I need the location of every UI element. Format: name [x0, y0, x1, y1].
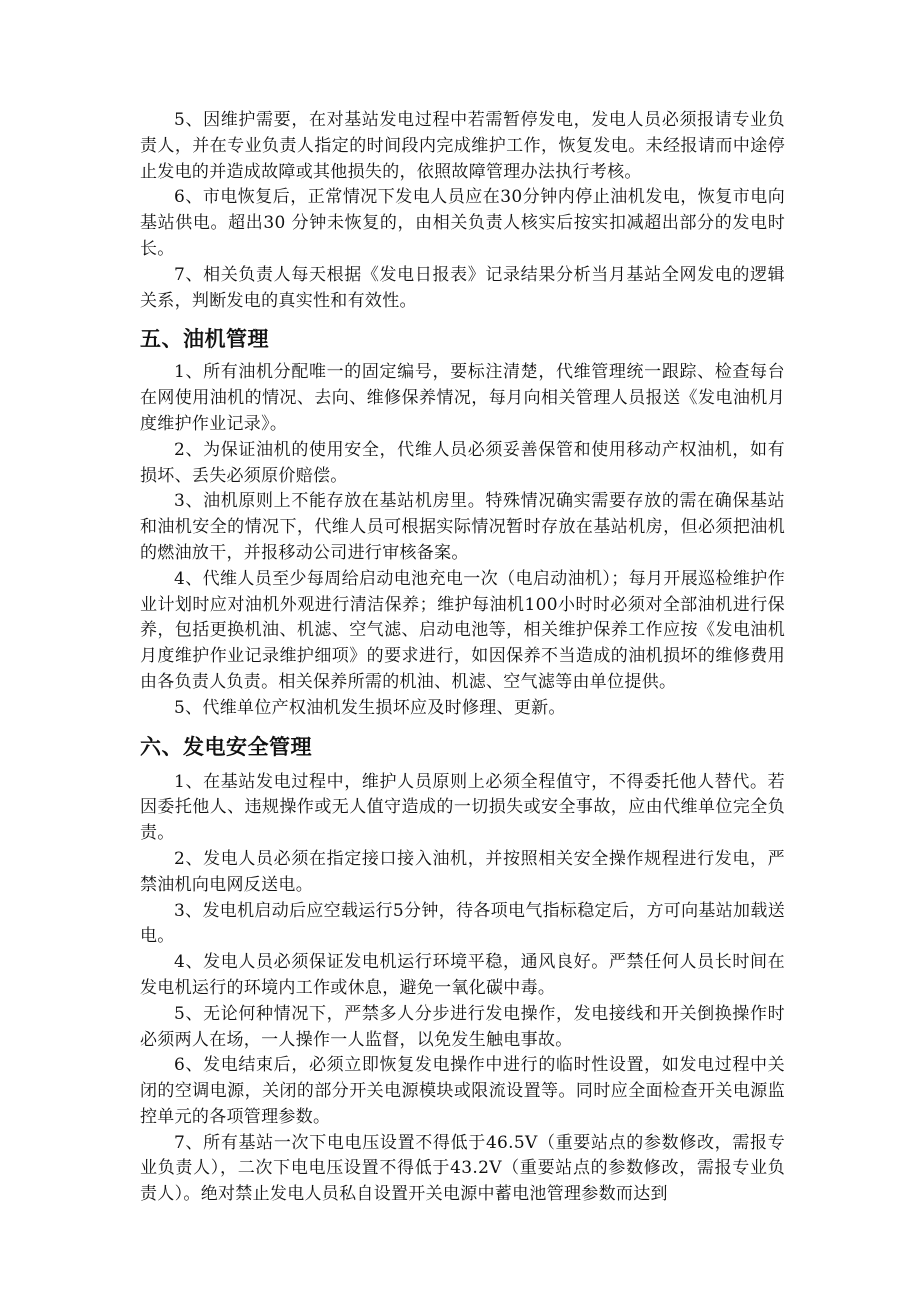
paragraph: 7、所有基站一次下电电压设置不得低于46.5V（重要站点的参数修改，需报专业负责人），二次下电电压设置不得低于43.2V（重要站点的参数修改，需报专业负责人）。绝对禁止发电人员私自设置开关电源中蓄电池管理参数而达到 — [140, 1132, 785, 1205]
paragraph: 1、在基站发电过程中，维护人员原则上必须全程值守，不得委托他人替代。若因委托他人、违规操作或无人值守造成的一切损失或安全事故，应由代维单位完全负责。 — [140, 771, 785, 844]
paragraph: 5、因维护需要，在对基站发电过程中若需暂停发电，发电人员必须报请专业负责人，并在专业负责人指定的时间段内完成维护工作，恢复发电。未经报请而中途停止发电的并造成故障或其他损失的，依照故障管理办法执行考核。 — [140, 110, 785, 182]
paragraph: 1、所有油机分配唯一的固定编号，要标注清楚，代维管理统一跟踪、检查每台在网使用油机的情况、去向、维修保养情况，每月向相关管理人员报送《发电油机月度维护作业记录》。 — [140, 362, 785, 434]
paragraph: 3、油机原则上不能存放在基站机房里。特殊情况确实需要存放的需在确保基站和油机安全的情况下，代维人员可根据实际情况暂时存放在基站机房，但必须把油机的燃油放干，并报移动公司进行审核备案。 — [140, 491, 785, 563]
paragraph: 5、无论何种情况下，严禁多人分步进行发电操作，发电接线和开关倒换操作时必须两人在场，一人操作一人监督，以免发生触电事故。 — [140, 1003, 785, 1050]
paragraph: 6、市电恢复后，正常情况下发电人员应在30分钟内停止油机发电，恢复市电向基站供电。超出30 分钟未恢复的，由相关负责人核实后按实扣减超出部分的发电时长。 — [140, 187, 785, 259]
paragraph: 2、为保证油机的使用安全，代维人员必须妥善保管和使用移动产权油机，如有损坏、丢失必须原价赔偿。 — [140, 439, 785, 486]
document-page — [140, 108, 785, 1208]
paragraph: 7、相关负责人每天根据《发电日报表》记录结果分析当月基站全网发电的逻辑关系，判断发电的真实性和有效性。 — [140, 264, 785, 311]
paragraph: 3、发电机启动后应空载运行5分钟，待各项电气指标稳定后，方可向基站加载送电。 — [140, 900, 785, 947]
paragraph: 6、发电结束后，必须立即恢复发电操作中进行的临时性设置，如发电过程中关闭的空调电源，关闭的部分开关电源模块或限流设置等。同时应全面检查开关电源监控单元的各项管理参数。 — [140, 1055, 785, 1127]
section-heading-oil-machine: 五、油机管理 — [140, 327, 269, 352]
paragraph: 5、代维单位产权油机发生损坏应及时修理、更新。 — [174, 697, 566, 718]
paragraph: 4、代维人员至少每周给启动电池充电一次（电启动油机）；每月开展巡检维护作业计划时应对油机外观进行清洁保养；维护每油机100小时时必须对全部油机进行保养，包括更换机油、机滤、空气滤、启动电池等，相关维护保养工作应按《发电油机月度维护作业记录维护细项》的要求进行，如因保养不当造成的油机损坏的维修费用由各负责人负责。相关保养所需的机油、机滤、空气滤等由单位提供。 — [140, 568, 785, 692]
section-heading-power-safety: 六、发电安全管理 — [140, 734, 312, 759]
paragraph: 4、发电人员必须保证发电机运行环境平稳，通风良好。严禁任何人员长时间在发电机运行的环境内工作或休息，避免一氧化碳中毒。 — [140, 952, 785, 998]
paragraph: 2、发电人员必须在指定接口接入油机，并按照相关安全操作规程进行发电，严禁油机向电网反送电。 — [140, 848, 785, 895]
